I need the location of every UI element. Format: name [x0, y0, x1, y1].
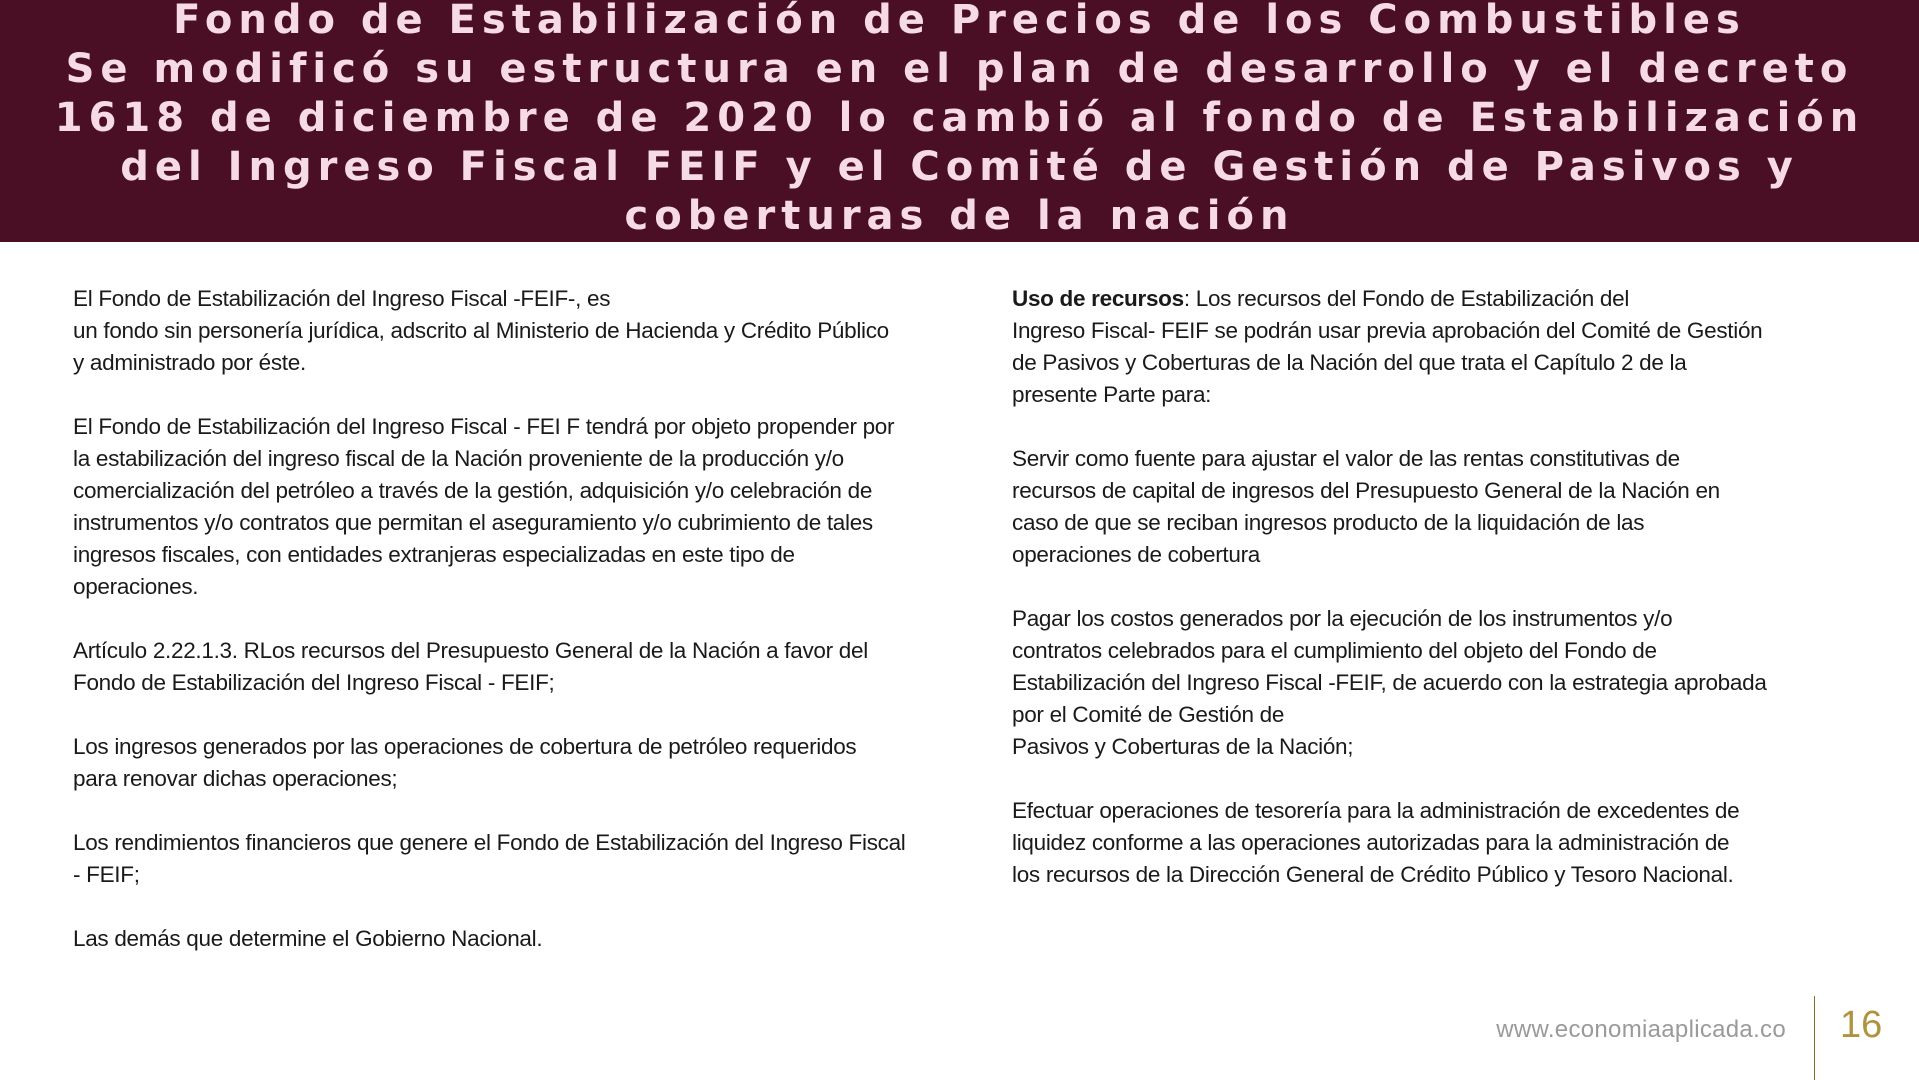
text-line: - FEIF; — [73, 862, 140, 887]
text-line: ingresos fiscales, con entidades extranjeras especializadas en este tipo de — [73, 542, 795, 567]
text-line: un fondo sin personería jurídica, adscrito al Ministerio de Hacienda y Crédito Público — [73, 318, 889, 343]
text-line: El Fondo de Estabilización del Ingreso Fiscal - FEI F tendrá por objeto propender por — [73, 414, 895, 439]
paragraph-pagar — [1012, 603, 1796, 763]
paragraph-efectuar — [1012, 795, 1796, 891]
paragraph-coverage-income — [73, 731, 943, 795]
paragraph-article — [73, 635, 943, 699]
text-line: Pagar los costos generados por la ejecución de los instrumentos y/o — [1012, 606, 1673, 631]
text-line: y administrado por éste. — [73, 350, 306, 375]
paragraph-others — [73, 923, 943, 955]
text-line: Ingreso Fiscal- FEIF se podrán usar previa aprobación del Comité de Gestión — [1012, 318, 1763, 343]
footer-divider — [1814, 996, 1815, 1080]
footer-url: www.economiaaplicada.co — [1496, 1016, 1786, 1043]
text-line: la estabilización del ingreso fiscal de la Nación proveniente de la producción y/o — [73, 446, 844, 471]
text-line: presente Parte para: — [1012, 382, 1212, 407]
text-line: Los ingresos generados por las operaciones de cobertura de petróleo requeridos — [73, 734, 857, 759]
text-line: por el Comité de Gestión de — [1012, 702, 1285, 727]
text-line: Las demás que determine el Gobierno Nacional. — [73, 926, 543, 951]
title-line: Fondo de Estabilización de Precios de los Combustibles — [173, 0, 1746, 43]
text-line: para renovar dichas operaciones; — [73, 766, 398, 791]
text-line: los recursos de la Dirección General de Crédito Público y Tesoro Nacional. — [1012, 862, 1734, 887]
left-column — [73, 283, 943, 987]
text-line: Los rendimientos financieros que genere el Fondo de Estabilización del Ingreso Fiscal — [73, 830, 906, 855]
paragraph-feif-definition — [73, 283, 943, 379]
uso-recursos-label: Uso de recursos — [1012, 286, 1184, 311]
text-line: Estabilización del Ingreso Fiscal -FEIF, de acuerdo con la estrategia aprobada — [1012, 670, 1767, 695]
text-line: comercialización del petróleo a través de la gestión, adquisición y/o celebración de — [73, 478, 873, 503]
title-line: Se modificó su estructura en el plan de desarrollo y el decreto — [65, 46, 1854, 92]
text-line: caso de que se reciban ingresos producto de la liquidación de las — [1012, 510, 1645, 535]
text-line: instrumentos y/o contratos que permitan el aseguramiento y/o cubrimiento de tales — [73, 510, 873, 535]
paragraph-servir — [1012, 443, 1796, 571]
paragraph-uso-recursos — [1012, 283, 1796, 411]
text-line: Pasivos y Coberturas de la Nación; — [1012, 734, 1354, 759]
text-line: Servir como fuente para ajustar el valor de las rentas constitutivas de — [1012, 446, 1680, 471]
right-column — [1012, 283, 1796, 923]
text-line: de Pasivos y Coberturas de la Nación del que trata el Capítulo 2 de la — [1012, 350, 1687, 375]
title-line: 1618 de diciembre de 2020 lo cambió al fondo de Estabilización — [54, 95, 1865, 141]
text-line: operaciones. — [73, 574, 199, 599]
text-line: operaciones de cobertura — [1012, 542, 1260, 567]
paragraph-financial-returns — [73, 827, 943, 891]
uso-recursos-intro: : Los recursos del Fondo de Estabilización del — [1183, 286, 1630, 311]
text-line: recursos de capital de ingresos del Presupuesto General de la Nación en — [1012, 478, 1720, 503]
title-banner — [0, 0, 1919, 242]
paragraph-feif-objective — [73, 411, 943, 603]
title-line: coberturas de la nación — [624, 193, 1295, 239]
text-line: Artículo 2.22.1.3. RLos recursos del Presupuesto General de la Nación a favor del — [73, 638, 868, 663]
text-line: liquidez conforme a las operaciones autorizadas para la administración de — [1012, 830, 1730, 855]
text-line: Efectuar operaciones de tesorería para la administración de excedentes de — [1012, 798, 1740, 823]
text-line: El Fondo de Estabilización del Ingreso Fiscal -FEIF-, es — [73, 286, 611, 311]
text-line: Fondo de Estabilización del Ingreso Fiscal - FEIF; — [73, 670, 555, 695]
text-line: contratos celebrados para el cumplimiento del objeto del Fondo de — [1012, 638, 1657, 663]
title-line: del Ingreso Fiscal FEIF y el Comité de Gestión de Pasivos y — [120, 144, 1799, 190]
page-number: 16 — [1840, 1004, 1883, 1046]
text-line — [1012, 283, 1796, 315]
